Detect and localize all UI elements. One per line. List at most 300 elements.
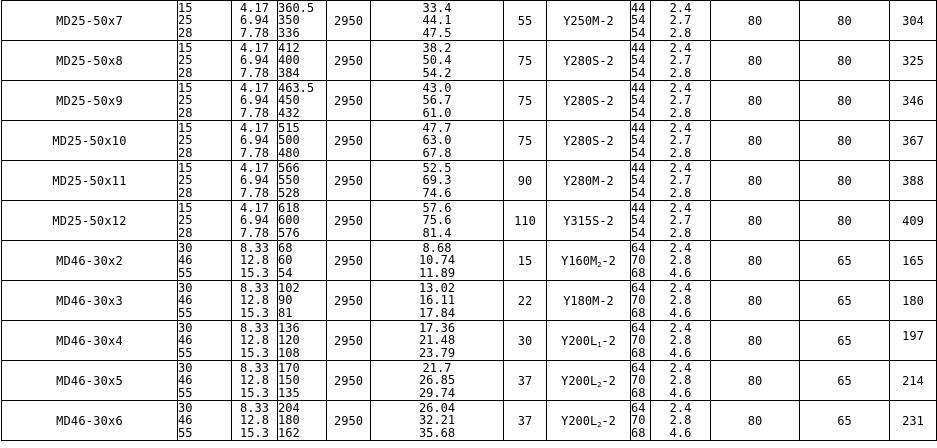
flow-cell-value: 28 [178,225,193,240]
inlet-cell: 80 [711,121,800,161]
efficiency-cell-value: 44 [631,120,646,135]
motor-model-cell [547,241,631,281]
shaft-power-cell-value: 43.0 [422,80,452,95]
shaft-power-cell [371,81,504,121]
head-cell-value: 576 [278,225,300,240]
inlet-cell: 80 [711,201,800,241]
flow-ls-cell-value: 7.78 [240,225,269,240]
npsh-cell-value: 2.4 [669,400,692,415]
head-cell-value: 432 [278,105,300,120]
npsh-cell [651,161,711,201]
head-cell-value: 102 [278,280,300,295]
npsh-cell-value: 4.6 [669,425,692,440]
efficiency-cell-value: 64 [631,280,646,295]
flow-ls-cell-value: 12.8 [240,293,269,308]
npsh-cell-value: 2.4 [669,360,692,375]
flow-cell-value: 46 [178,293,193,308]
weight-cell: 304 [890,1,937,41]
flow-ls-cell-value: 8.33 [240,280,269,295]
motor-model-suffix: -2 [601,253,616,268]
inlet-cell: 80 [711,241,800,281]
motor-power-cell: 55 [504,1,547,41]
outlet-cell: 65 [800,241,890,281]
efficiency-cell-value: 68 [631,425,646,440]
model-cell: MD46-30x3 [2,281,178,321]
head-cell [278,41,327,81]
flow-cell-value: 15 [178,120,193,135]
npsh-cell [651,401,711,441]
npsh-cell [651,1,711,41]
flow-cell-value: 25 [178,173,193,188]
flow-ls-cell [232,201,278,241]
model-cell: MD46-30x4 [2,321,178,361]
head-cell-value: 463.5 [278,80,315,95]
npsh-cell [651,41,711,81]
npsh-cell-value: 4.6 [669,305,692,320]
efficiency-cell-value: 54 [631,13,646,28]
weight-cell: 325 [890,41,937,81]
flow-cell-value: 30 [178,280,193,295]
npsh-cell [651,361,711,401]
table-row [2,161,937,201]
flow-cell-value: 28 [178,25,193,40]
speed-cell: 2950 [327,241,371,281]
motor-power-cell: 90 [504,161,547,201]
shaft-power-cell-value: 21.48 [418,333,456,348]
npsh-cell-value: 4.6 [669,265,692,280]
head-cell-value: 618 [278,200,300,215]
flow-cell-value: 15 [178,0,193,15]
npsh-cell-value: 2.8 [669,65,692,80]
flow-ls-cell-value: 8.33 [240,320,269,335]
motor-model-cell: Y180M-2 [547,281,631,321]
npsh-cell [651,81,711,121]
shaft-power-cell-value: 11.89 [418,265,456,280]
flow-cell-value: 15 [178,160,193,175]
shaft-power-cell-value: 23.79 [418,345,456,360]
npsh-cell-value: 2.8 [669,413,692,428]
efficiency-cell-value: 54 [631,93,646,108]
npsh-cell [651,241,711,281]
weight-cell: 231 [890,401,937,441]
table-row [2,201,937,241]
npsh-cell-value: 2.4 [669,160,692,175]
efficiency-cell-value: 44 [631,40,646,55]
head-cell-value: 360.5 [278,0,315,15]
outlet-cell: 80 [800,201,890,241]
head-cell-value: 108 [278,345,300,360]
shaft-power-cell [371,241,504,281]
flow-cell [178,401,232,441]
flow-cell-value: 55 [178,385,193,400]
model-cell: MD46-30x2 [2,241,178,281]
npsh-cell [651,201,711,241]
efficiency-cell-value: 68 [631,265,646,280]
motor-model-subscript: 2 [597,420,602,429]
flow-ls-cell-value: 15.3 [240,425,269,440]
efficiency-cell [631,321,651,361]
head-cell-value: 384 [278,65,300,80]
shaft-power-cell-value: 26.85 [418,373,456,388]
npsh-cell-value: 2.8 [669,225,692,240]
head-cell-value: 180 [278,413,300,428]
npsh-cell-value: 2.8 [669,25,692,40]
efficiency-cell-value: 68 [631,345,646,360]
motor-power-cell: 37 [504,401,547,441]
flow-ls-cell [232,281,278,321]
shaft-power-cell-value: 50.4 [422,53,452,68]
efficiency-cell [631,241,651,281]
flow-cell [178,241,232,281]
shaft-power-cell [371,121,504,161]
efficiency-cell-value: 64 [631,240,646,255]
efficiency-cell-value: 44 [631,200,646,215]
pump-spec-table [1,0,937,441]
efficiency-cell-value: 64 [631,320,646,335]
head-cell [278,121,327,161]
head-cell [278,401,327,441]
head-cell-value: 204 [278,400,300,415]
flow-ls-cell [232,1,278,41]
npsh-cell-value: 2.8 [669,253,692,268]
npsh-cell-value: 2.4 [669,80,692,95]
flow-ls-cell-value: 6.94 [240,213,269,228]
head-cell [278,201,327,241]
table-row [2,321,937,361]
efficiency-cell-value: 68 [631,385,646,400]
table-body [2,1,937,441]
speed-cell: 2950 [327,401,371,441]
flow-cell-value: 55 [178,305,193,320]
flow-cell-value: 30 [178,240,193,255]
head-cell-value: 68 [278,240,293,255]
motor-power-cell: 22 [504,281,547,321]
head-cell-value: 480 [278,145,300,160]
flow-ls-cell [232,401,278,441]
npsh-cell-value: 4.6 [669,385,692,400]
flow-cell-value: 46 [178,333,193,348]
outlet-cell: 80 [800,41,890,81]
inlet-cell: 80 [711,81,800,121]
outlet-cell: 80 [800,161,890,201]
flow-cell [178,361,232,401]
inlet-cell: 80 [711,41,800,81]
shaft-power-cell-value: 10.74 [418,253,456,268]
flow-ls-cell-value: 8.33 [240,240,269,255]
flow-cell-value: 15 [178,80,193,95]
shaft-power-cell [371,1,504,41]
npsh-cell-value: 2.8 [669,333,692,348]
npsh-cell-value: 2.8 [669,145,692,160]
efficiency-cell-value: 54 [631,25,646,40]
flow-cell [178,1,232,41]
efficiency-cell [631,361,651,401]
head-cell [278,281,327,321]
efficiency-cell-value: 70 [631,333,646,348]
shaft-power-cell-value: 69.3 [422,173,452,188]
efficiency-cell [631,281,651,321]
flow-cell-value: 55 [178,265,193,280]
outlet-cell: 65 [800,361,890,401]
head-cell-value: 81 [278,305,293,320]
efficiency-cell-value: 44 [631,160,646,175]
flow-ls-cell-value: 15.3 [240,305,269,320]
flow-ls-cell-value: 6.94 [240,13,269,28]
head-cell-value: 120 [278,333,300,348]
motor-power-cell: 75 [504,121,547,161]
motor-model-cell: Y280S-2 [547,121,631,161]
weight-cell: 165 [890,241,937,281]
npsh-cell [651,281,711,321]
shaft-power-cell-value: 61.0 [422,105,452,120]
flow-cell-value: 25 [178,53,193,68]
speed-cell: 2950 [327,201,371,241]
model-cell: MD25-50x7 [2,1,178,41]
efficiency-cell-value: 70 [631,373,646,388]
table-row [2,121,937,161]
flow-ls-cell-value: 6.94 [240,53,269,68]
efficiency-cell-value: 64 [631,360,646,375]
npsh-cell-value: 2.7 [669,93,692,108]
head-cell [278,361,327,401]
head-cell-value: 566 [278,160,300,175]
efficiency-cell-value: 54 [631,145,646,160]
efficiency-cell-value: 54 [631,213,646,228]
inlet-cell: 80 [711,281,800,321]
motor-power-cell: 15 [504,241,547,281]
motor-model-suffix: -2 [601,413,616,428]
flow-ls-cell [232,81,278,121]
flow-ls-cell [232,121,278,161]
model-cell: MD46-30x5 [2,361,178,401]
motor-model-subscript: 2 [597,380,602,389]
inlet-cell: 80 [711,321,800,361]
head-cell-value: 400 [278,53,300,68]
shaft-power-cell-value: 33.4 [422,0,452,15]
head-cell-value: 54 [278,265,293,280]
model-cell: MD25-50x10 [2,121,178,161]
motor-power-cell: 75 [504,81,547,121]
head-cell-value: 136 [278,320,300,335]
shaft-power-cell-value: 8.68 [422,240,452,255]
weight-cell: 388 [890,161,937,201]
efficiency-cell-value: 54 [631,185,646,200]
head-cell-value: 412 [278,40,300,55]
head-cell-value: 515 [278,120,300,135]
flow-ls-cell-value: 15.3 [240,385,269,400]
shaft-power-cell-value: 75.6 [422,213,452,228]
outlet-cell: 80 [800,1,890,41]
efficiency-cell-value: 54 [631,225,646,240]
motor-model-prefix: Y200L [561,333,598,348]
weight-cell: 214 [890,361,937,401]
motor-model-subscript: 1 [597,340,602,349]
head-cell-value: 170 [278,360,300,375]
weight-cell: 180 [890,281,937,321]
inlet-cell: 80 [711,1,800,41]
head-cell [278,81,327,121]
shaft-power-cell-value: 13.02 [418,280,456,295]
shaft-power-cell-value: 47.7 [422,120,452,135]
flow-ls-cell-value: 7.78 [240,145,269,160]
npsh-cell-value: 2.7 [669,133,692,148]
motor-power-cell: 110 [504,201,547,241]
shaft-power-cell [371,41,504,81]
flow-cell [178,321,232,361]
motor-power-cell: 37 [504,361,547,401]
motor-model-subscript: 2 [597,260,602,269]
flow-ls-cell-value: 12.8 [240,373,269,388]
model-cell: MD25-50x12 [2,201,178,241]
motor-model-prefix: Y200L [561,373,598,388]
motor-model-cell [547,321,631,361]
outlet-cell: 65 [800,281,890,321]
efficiency-cell [631,401,651,441]
shaft-power-cell-value: 32.21 [418,413,456,428]
motor-power-cell: 75 [504,41,547,81]
flow-ls-cell-value: 7.78 [240,105,269,120]
flow-cell-value: 30 [178,400,193,415]
shaft-power-cell-value: 74.6 [422,185,452,200]
npsh-cell-value: 2.8 [669,373,692,388]
speed-cell: 2950 [327,81,371,121]
npsh-cell-value: 2.8 [669,185,692,200]
head-cell [278,1,327,41]
table-row [2,401,937,441]
npsh-cell-value: 2.8 [669,293,692,308]
shaft-power-cell-value: 44.1 [422,13,452,28]
efficiency-cell-value: 44 [631,0,646,15]
flow-ls-cell-value: 4.17 [240,160,269,175]
flow-cell-value: 15 [178,200,193,215]
flow-cell-value: 25 [178,213,193,228]
flow-cell [178,121,232,161]
flow-cell-value: 46 [178,373,193,388]
motor-model-prefix: Y160M [561,253,598,268]
efficiency-cell-value: 70 [631,293,646,308]
shaft-power-cell-value: 57.6 [422,200,452,215]
motor-model-suffix: -2 [601,373,616,388]
efficiency-cell-value: 70 [631,413,646,428]
motor-model-cell [547,401,631,441]
inlet-cell: 80 [711,161,800,201]
head-cell-value: 90 [278,293,293,308]
shaft-power-cell-value: 47.5 [422,25,452,40]
outlet-cell: 80 [800,121,890,161]
table-row [2,241,937,281]
shaft-power-cell-value: 21.7 [422,360,452,375]
flow-ls-cell-value: 4.17 [240,0,269,15]
shaft-power-cell-value: 35.68 [418,425,456,440]
inlet-cell: 80 [711,361,800,401]
flow-ls-cell-value: 6.94 [240,173,269,188]
efficiency-cell-value: 44 [631,80,646,95]
inlet-cell: 80 [711,401,800,441]
efficiency-cell [631,161,651,201]
head-cell-value: 450 [278,93,300,108]
efficiency-cell-value: 70 [631,253,646,268]
speed-cell: 2950 [327,361,371,401]
head-cell-value: 336 [278,25,300,40]
flow-ls-cell-value: 12.8 [240,413,269,428]
efficiency-cell-value: 68 [631,305,646,320]
flow-ls-cell-value: 8.33 [240,360,269,375]
flow-cell-value: 15 [178,40,193,55]
head-cell [278,161,327,201]
weight-cell: 367 [890,121,937,161]
flow-cell-value: 46 [178,413,193,428]
flow-cell [178,281,232,321]
npsh-cell-value: 2.4 [669,0,692,15]
shaft-power-cell-value: 81.4 [422,225,452,240]
speed-cell: 2950 [327,41,371,81]
npsh-cell-value: 2.7 [669,213,692,228]
head-cell-value: 150 [278,373,300,388]
flow-ls-cell [232,161,278,201]
flow-cell-value: 30 [178,360,193,375]
flow-cell-value: 28 [178,105,193,120]
shaft-power-cell [371,281,504,321]
efficiency-cell-value: 64 [631,400,646,415]
flow-cell [178,41,232,81]
npsh-cell-value: 2.7 [669,13,692,28]
flow-ls-cell-value: 4.17 [240,80,269,95]
npsh-cell [651,321,711,361]
npsh-cell [651,121,711,161]
shaft-power-cell [371,361,504,401]
flow-ls-cell-value: 7.78 [240,25,269,40]
head-cell [278,321,327,361]
shaft-power-cell [371,161,504,201]
efficiency-cell [631,41,651,81]
efficiency-cell-value: 54 [631,53,646,68]
flow-ls-cell-value: 4.17 [240,200,269,215]
npsh-cell-value: 2.7 [669,173,692,188]
flow-ls-cell-value: 8.33 [240,400,269,415]
efficiency-cell-value: 54 [631,173,646,188]
flow-ls-cell-value: 6.94 [240,93,269,108]
flow-cell-value: 55 [178,345,193,360]
shaft-power-cell-value: 56.7 [422,93,452,108]
flow-cell-value: 28 [178,185,193,200]
flow-ls-cell-value: 7.78 [240,65,269,80]
shaft-power-cell [371,401,504,441]
npsh-cell-value: 2.4 [669,120,692,135]
shaft-power-cell-value: 29.74 [418,385,456,400]
model-cell: MD25-50x8 [2,41,178,81]
model-cell: MD25-50x9 [2,81,178,121]
weight-cell: 409 [890,201,937,241]
flow-cell-value: 25 [178,133,193,148]
shaft-power-cell-value: 26.04 [418,400,456,415]
flow-cell-value: 46 [178,253,193,268]
npsh-cell-value: 2.4 [669,40,692,55]
flow-ls-cell-value: 6.94 [240,133,269,148]
flow-ls-cell [232,361,278,401]
flow-ls-cell [232,41,278,81]
flow-ls-cell-value: 7.78 [240,185,269,200]
shaft-power-cell-value: 52.5 [422,160,452,175]
flow-ls-cell-value: 15.3 [240,265,269,280]
shaft-power-cell-value: 16.11 [418,293,456,308]
shaft-power-cell-value: 38.2 [422,40,452,55]
flow-ls-cell-value: 15.3 [240,345,269,360]
table-row [2,1,937,41]
model-cell: MD25-50x11 [2,161,178,201]
shaft-power-cell-value: 63.0 [422,133,452,148]
shaft-power-cell-value: 17.36 [418,320,456,335]
table-row [2,361,937,401]
